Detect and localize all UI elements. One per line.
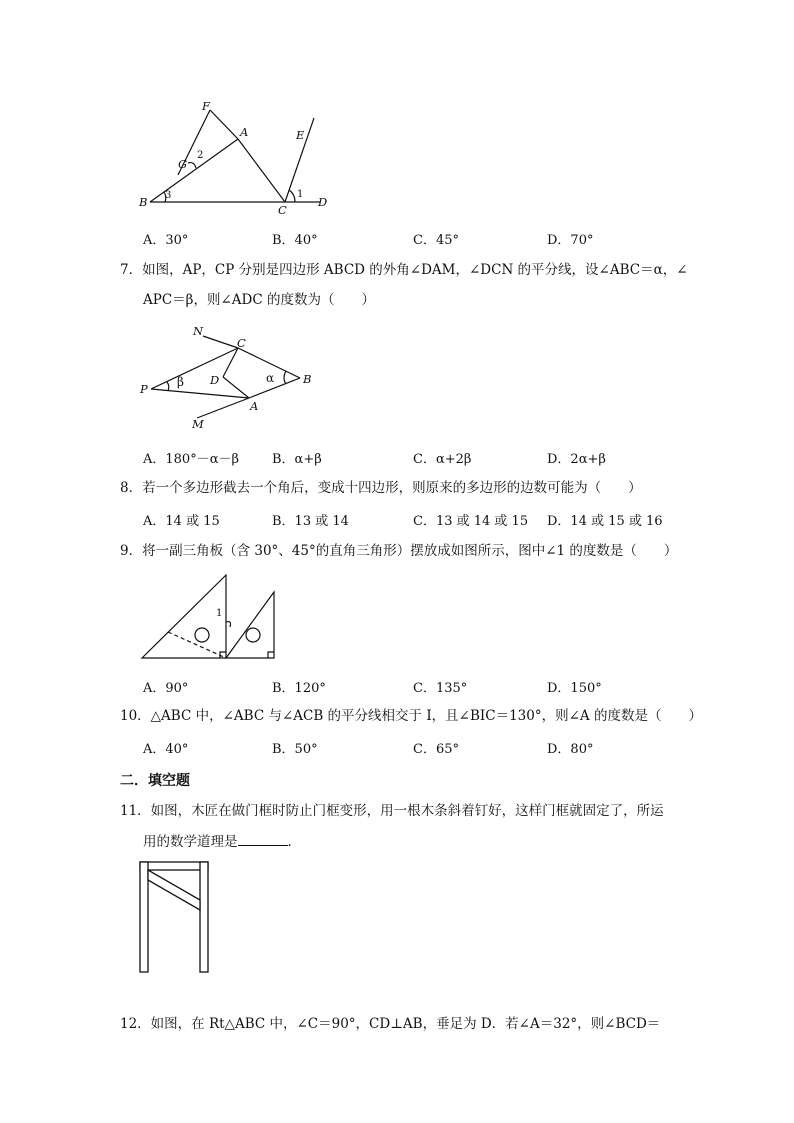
q10-option-d: D．80°	[547, 742, 594, 757]
q6-label-E: E	[296, 128, 305, 142]
q11-text-line1: 11．如图，木匠在做门框时防止门框变形，用一根木条斜着钉好，这样门框就固定了，所运	[120, 803, 664, 819]
q7-text-line1: 7．如图，AP，CP 分别是四边形 ABCD 的外角∠DAM，∠DCN 的平分线，设∠ABC＝α，∠	[120, 262, 688, 278]
q10-option-c: C．65°	[413, 742, 459, 757]
q11-text-line2	[143, 832, 301, 852]
q7-label-C: C	[237, 336, 246, 350]
q7-option-c: C．α+2β	[413, 452, 472, 467]
q9-option-d: D．150°	[547, 681, 602, 696]
q9-option-b: B．120°	[272, 681, 326, 696]
q6-label-B: B	[139, 195, 148, 209]
q10-text: 10．△ABC 中，∠ABC 与∠ACB 的平分线相交于 I，且∠BIC＝130°，则∠A 的度数是（ ）	[120, 708, 702, 724]
q8-option-a: A．14 或 15	[143, 514, 220, 529]
q11-line2-text: 用的数学道理是	[143, 834, 238, 850]
section-heading: 二．填空题	[120, 773, 190, 789]
q6-label-C: C	[278, 203, 287, 217]
q10-option-a: A．40°	[143, 742, 189, 757]
q7-figure	[135, 320, 335, 435]
q11-line2-end: ．	[287, 834, 301, 850]
q7-label-alpha: α	[266, 371, 275, 385]
q7-label-P: P	[140, 382, 148, 396]
q8-text: 8．若一个多边形截去一个角后，变成十四边形，则原来的多边形的边数可能为（ ）	[120, 480, 642, 496]
q6-option-c: C．45°	[413, 233, 459, 248]
q8-option-b: B．13 或 14	[272, 514, 349, 529]
q6-label-F: F	[202, 99, 210, 113]
q7-label-M: M	[192, 417, 204, 431]
q8-option-c: C．13 或 14 或 15	[413, 514, 529, 529]
q6-label-A: A	[240, 125, 249, 139]
q7-option-d: D．2α+β	[547, 452, 606, 467]
q7-label-N: N	[193, 324, 204, 338]
q9-option-c: C．135°	[413, 681, 468, 696]
q6-label-G: G	[178, 157, 188, 171]
q6-option-b: B．40°	[272, 233, 318, 248]
q11-door-frame-figure	[138, 858, 213, 976]
q6-figure	[130, 95, 340, 220]
q6-label-1: 1	[297, 189, 304, 200]
q7-label-A: A	[250, 399, 259, 413]
q9-figure	[140, 570, 280, 662]
q6-option-d: D．70°	[547, 233, 594, 248]
q6-label-2: 2	[197, 150, 204, 161]
q7-option-a: A．180°－α－β	[143, 452, 239, 467]
q7-label-D: D	[210, 373, 220, 387]
q9-text: 9．将一副三角板（含 30°、45°的直角三角形）摆放成如图所示，图中∠1 的度数是（ ）	[120, 543, 678, 559]
q7-text-line2: APC＝β，则∠ADC 的度数为（ ）	[143, 292, 375, 308]
q7-option-b: B．α+β	[272, 452, 322, 467]
q9-option-a: A．90°	[143, 681, 189, 696]
q7-label-beta: β	[177, 375, 184, 389]
q6-label-D: D	[318, 195, 328, 209]
q12-text: 12．如图，在 Rt△ABC 中，∠C＝90°，CD⊥AB，垂足为 D．若∠A＝32°，则∠BCD＝	[120, 1016, 661, 1032]
q9-label-1: 1	[216, 608, 223, 619]
q6-label-3: 3	[165, 190, 172, 201]
q8-option-d: D．14 或 15 或 16	[547, 514, 663, 529]
q6-option-a: A．30°	[143, 233, 189, 248]
q11-answer-blank[interactable]	[238, 833, 288, 846]
q10-option-b: B．50°	[272, 742, 318, 757]
q7-label-B: B	[303, 372, 312, 386]
